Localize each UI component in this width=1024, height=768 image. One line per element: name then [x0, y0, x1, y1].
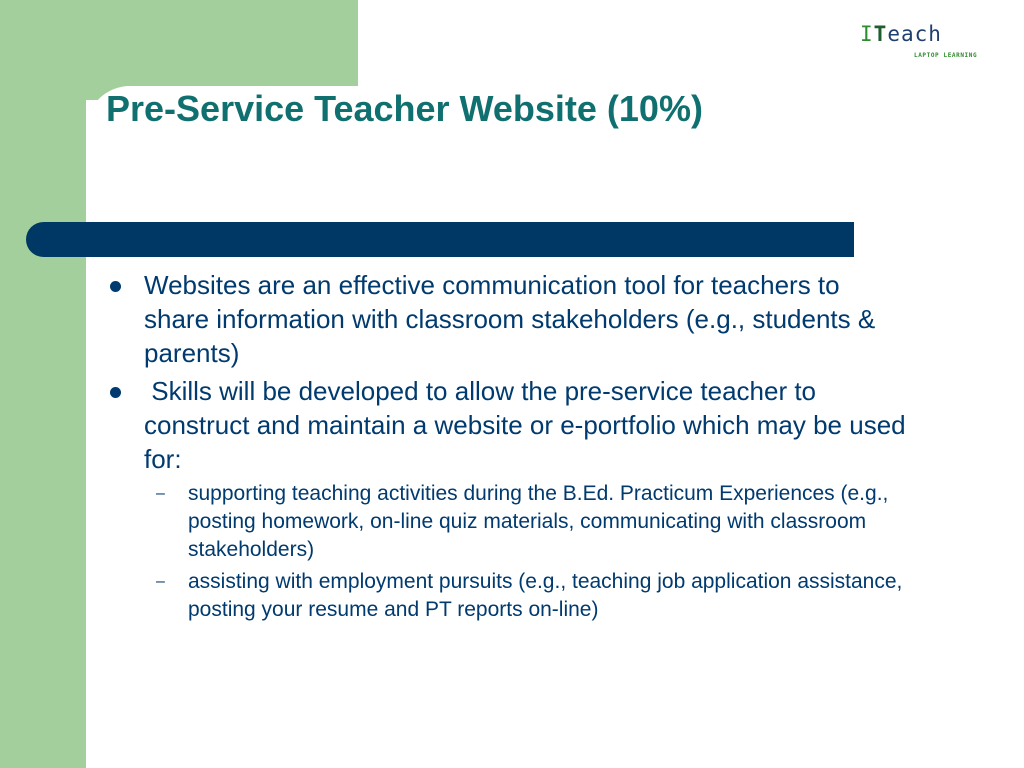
- logo-letters-each: each: [887, 22, 942, 46]
- title-divider-bar: [26, 222, 854, 257]
- green-decor-left: [0, 0, 86, 768]
- sub-bullet-text: assisting with employment pursuits (e.g., teaching job application assistance, posting your resume and PT reports on-line): [188, 570, 903, 621]
- slide-title: Pre-Service Teacher Website (10%): [106, 88, 703, 129]
- sub-bullet-item: [108, 480, 908, 564]
- logo-wordmark: [860, 22, 1000, 46]
- logo-letter-i: I: [860, 22, 874, 46]
- sub-bullet-text: supporting teaching activities during the B.Ed. Practicum Experiences (e.g., posting homework, on-line quiz materials, communicating with classroom stakeholders): [188, 482, 889, 561]
- dash-marker: –: [156, 485, 165, 502]
- bullet-item: [108, 268, 908, 370]
- bullet-dot-icon: [110, 281, 121, 292]
- bullet-list: [108, 268, 913, 628]
- bullet-item: [108, 374, 913, 476]
- bullet-text: Websites are an effective communication tool for teachers to share information with classroom stakeholders (e.g., students & parents): [144, 270, 876, 368]
- sub-bullet-item: [108, 568, 908, 624]
- iteach-logo: [860, 22, 1000, 59]
- logo-tagline: LAPTOP LEARNING: [914, 52, 978, 59]
- bullet-text: Skills will be developed to allow the pre-service teacher to construct and maintain a website or e-portfolio which may be used for:: [144, 376, 913, 474]
- sub-bullet-list: [108, 480, 908, 624]
- dash-marker: –: [156, 573, 165, 590]
- bullet-dot-icon: [110, 387, 121, 398]
- logo-letter-t: T: [873, 22, 888, 46]
